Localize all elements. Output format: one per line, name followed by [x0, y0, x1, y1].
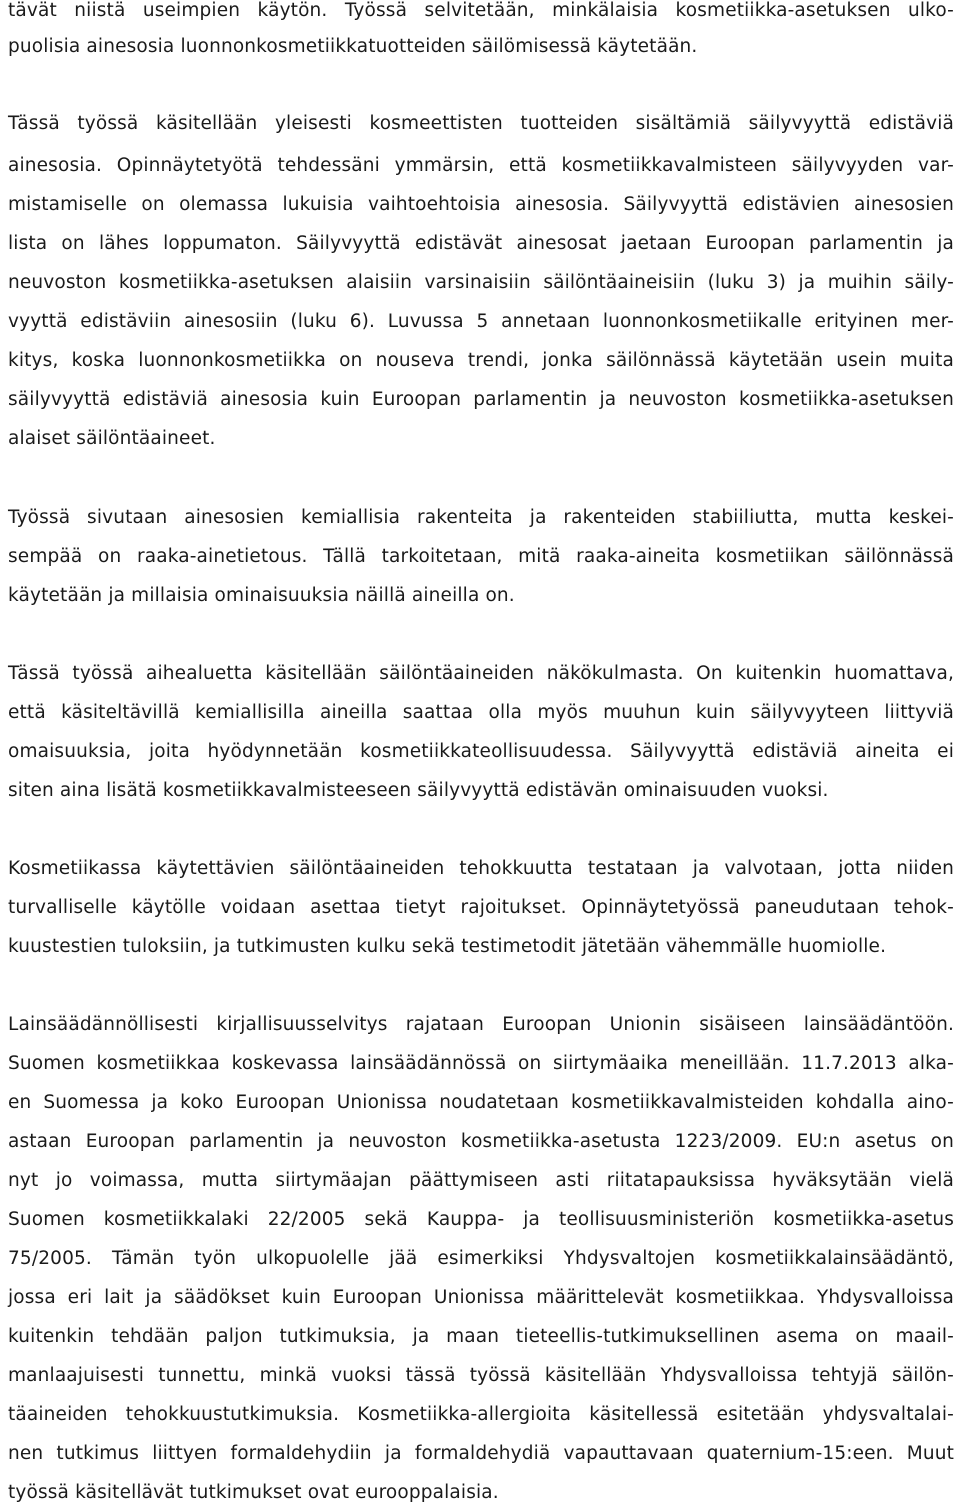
text-line: sempää on raaka-ainetietous. Tällä tarkoitetaan, mitä raaka-aineita kosmetiikan säilönnässä — [8, 546, 954, 567]
text-line: kuitenkin tehdään paljon tutkimuksia, ja maan tieteellis-tutkimuksellinen asema on maail- — [8, 1326, 954, 1347]
text-line: astaan Euroopan parlamentin ja neuvoston kosmetiikka-asetusta 1223/2009. EU:n asetus on — [8, 1131, 954, 1152]
text-line: Lainsäädännöllisesti kirjallisuusselvitys rajataan Euroopan Unionin sisäiseen lainsäädäntöön. — [8, 1014, 954, 1035]
text-line: turvalliselle käytölle voidaan asettaa tietyt rajoitukset. Opinnäytetyössä paneudutaan tehok- — [8, 897, 954, 918]
text-line: siten aina lisätä kosmetiikkavalmisteeseen säilyvyyttä edistävän ominaisuuden vuoksi. — [8, 780, 829, 801]
text-line: Tässä työssä aihealuetta käsitellään säilöntäaineiden näkökulmasta. On kuitenkin huomattava, — [8, 663, 954, 684]
text-line: Suomen kosmetiikkalaki 22/2005 sekä Kauppa- ja teollisuusministeriön kosmetiikka-asetus — [8, 1209, 954, 1230]
text-line: että käsiteltävillä kemiallisilla aineilla saattaa olla myös muuhun kuin säilyvyyteen liittyviä — [8, 702, 954, 723]
text-line: Työssä sivutaan ainesosien kemiallisia rakenteita ja rakenteiden stabiiliutta, mutta keskei- — [8, 507, 954, 528]
text-line: nen tutkimus liittyen formaldehydiin ja formaldehydiä vapauttavaan quaternium-15:een. Muut — [8, 1443, 954, 1464]
text-line: mistamiselle on olemassa lukuisia vaihtoehtoisia ainesosia. Säilyvyyttä edistävien ainesosien — [8, 194, 954, 215]
text-line: täaineiden tehokkuustutkimuksia. Kosmetiikka-allergioita käsitellessä esitetään yhdysvaltalai- — [8, 1404, 954, 1425]
text-line: jossa eri lait ja säädökset kuin Euroopan Unionissa määrittelevät kosmetiikkaa. Yhdysvalloissa — [8, 1287, 954, 1308]
text-line: ainesosia. Opinnäytetyötä tehdessäni ymmärsin, että kosmetiikkavalmisteen säilyvyyden var- — [8, 155, 954, 176]
text-line: manlaajuisesti tunnettu, minkä vuoksi tässä työssä käsitellään Yhdysvalloissa tehtyjä säilön- — [8, 1365, 954, 1386]
text-line: tävät niistä useimpien käytön. Työssä selvitetään, minkälaisia kosmetiikka-asetuksen ulko- — [8, 0, 954, 21]
text-line: neuvoston kosmetiikka-asetuksen alaisiin varsinaisiin säilöntäaineisiin (luku 3) ja muihin säily- — [8, 272, 954, 293]
text-line: työssä käsitellävät tutkimukset ovat eurooppalaisia. — [8, 1482, 499, 1503]
text-line: Suomen kosmetiikkaa koskevassa lainsäädännössä on siirtymäaika meneillään. 11.7.2013 alka- — [8, 1053, 954, 1074]
text-line: Tässä työssä käsitellään yleisesti kosmeettisten tuotteiden sisältämiä säilyvyyttä edistäviä — [8, 113, 954, 134]
text-line: käytetään ja millaisia ominaisuuksia näillä aineilla on. — [8, 585, 515, 606]
text-line: alaiset säilöntäaineet. — [8, 428, 216, 449]
text-line: 75/2005. Tämän työn ulkopuolelle jää esimerkiksi Yhdysvaltojen kosmetiikkalainsäädäntö, — [8, 1248, 954, 1269]
text-line: kitys, koska luonnonkosmetiikka on nouseva trendi, jonka säilönnässä käytetään usein muita — [8, 350, 954, 371]
text-line: en Suomessa ja koko Euroopan Unionissa noudatetaan kosmetiikkavalmisteiden kohdalla aino- — [8, 1092, 954, 1113]
text-line: lista on lähes loppumaton. Säilyvyyttä edistävät ainesosat jaetaan Euroopan parlamentin ja — [8, 233, 954, 254]
text-line: kuustestien tuloksiin, ja tutkimusten kulku sekä testimetodit jätetään vähemmälle huomiolle. — [8, 936, 887, 957]
text-line: säilyvyyttä edistäviä ainesosia kuin Euroopan parlamentin ja neuvoston kosmetiikka-asetuksen — [8, 389, 954, 410]
text-line: nyt jo voimassa, mutta siirtymäajan päättymiseen asti riitatapauksissa hyväksytään vielä — [8, 1170, 954, 1191]
text-line: puolisia ainesosia luonnonkosmetiikkatuotteiden säilömisessä käytetään. — [8, 36, 698, 57]
text-line: Kosmetiikassa käytettävien säilöntäaineiden tehokkuutta testataan ja valvotaan, jotta niiden — [8, 858, 954, 879]
text-line: omaisuuksia, joita hyödynnetään kosmetiikkateollisuudessa. Säilyvyyttä edistäviä aineita ei — [8, 741, 954, 762]
text-line: vyyttä edistäviin ainesosiin (luku 6). Luvussa 5 annetaan luonnonkosmetiikalle erityinen mer- — [8, 311, 954, 332]
